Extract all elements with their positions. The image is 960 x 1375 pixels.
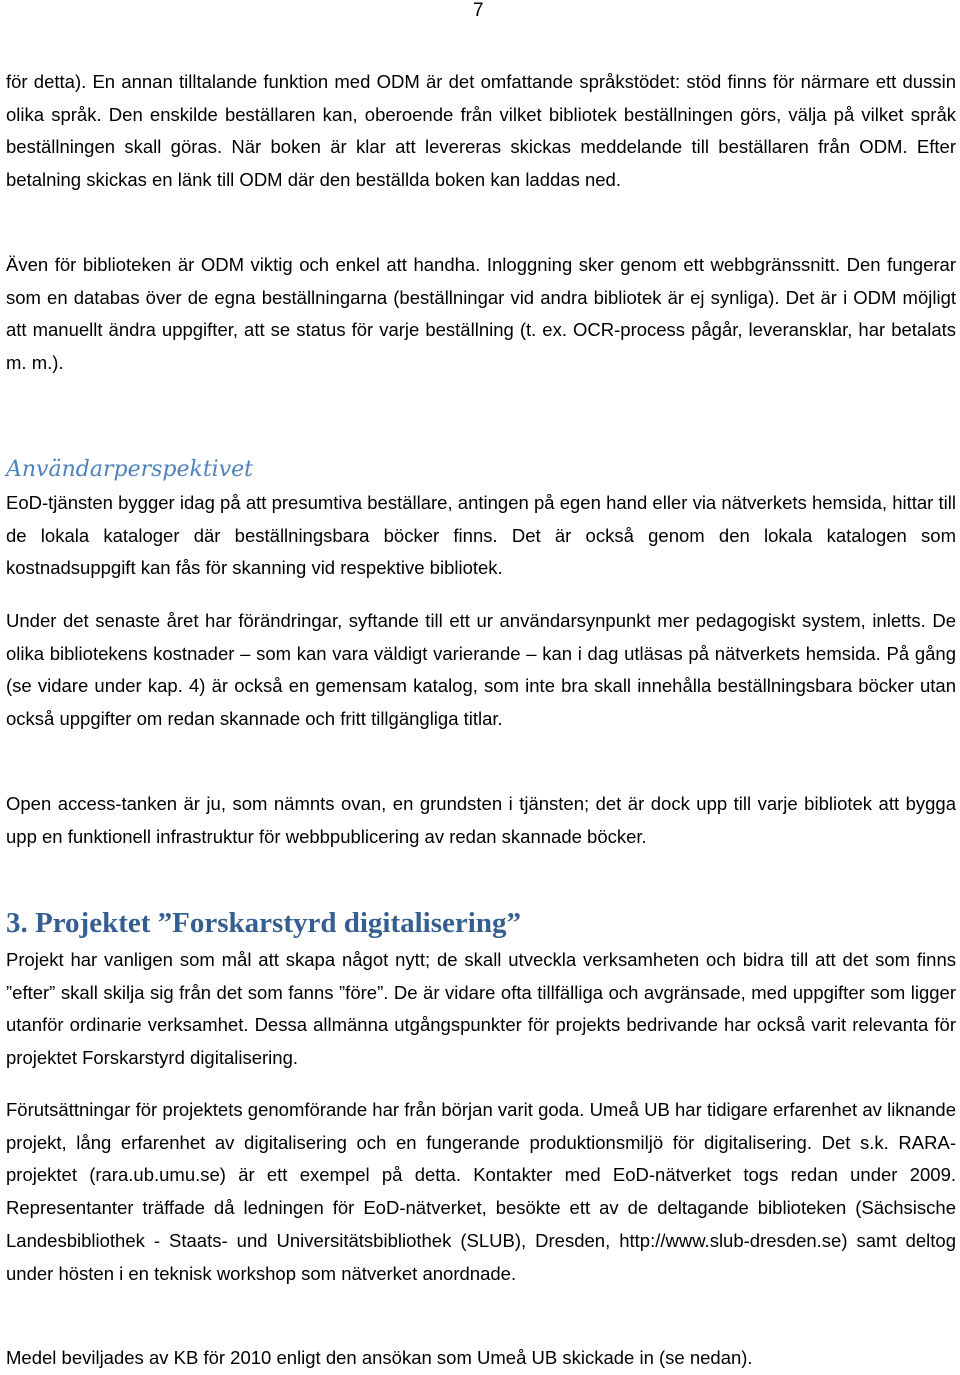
paragraph-odm-language-support: för detta). En annan tilltalande funktion med ODM är det omfattande språkstödet: stöd finns för närmare ett dussin olika språk. Den enskilde beställaren kan, oberoende från vilket bibliotek beställningen görs, välja på vilket språk beställningen skall göras. När boken är klar att levereras skickas meddelande till beställaren från ODM. Efter betalning skickas en länk till ODM där den beställda boken kan laddas ned.: [6, 71, 956, 191]
paragraph-recent-changes: Under det senaste året har förändringar, syftande till ett ur användarsynpunkt mer pedagogiskt system, inletts. De olika bibliotekens kostnader – som kan vara väldigt varierande – kan i dag utläsas på nätverkets hemsida. På gång (se vidare under kap. 4) är också en gemensam katalog, som inte bra skall innehålla beställningsbara böcker utan också uppgifter om redan skannade och fritt tillgängliga titlar.: [6, 610, 956, 730]
heading-user-perspective: Användarperspektivet: [6, 457, 253, 482]
page-number: 7: [473, 0, 484, 21]
paragraph-odm-libraries: Även för biblioteken är ODM viktig och enkel att handha. Inloggning sker genom ett webbgränssnitt. Den fungerar som en databas över de egna beställningarna (beställningar vid andra bibliotek är ej synliga). Det är i ODM möjligt att manuellt ändra uppgifter, att se status för varje beställning (t. ex. OCR-process pågår, leveransklar, har betalats m. m.).: [6, 254, 956, 374]
paragraph-eod-service: EoD-tjänsten bygger idag på att presumtiva beställare, antingen på egen hand eller via nätverkets hemsida, hittar till de lokala kataloger där beställningsbara böcker finns. Det är också genom den lokala katalogen som kostnadsuppgift kan fås för skanning vid respektive bibliotek.: [6, 492, 956, 579]
paragraph-open-access: Open access-tanken är ju, som nämnts ovan, en grundsten i tjänsten; det är dock upp till varje bibliotek att bygga upp en funktionell infrastruktur för webbpublicering av redan skannade böcker.: [6, 793, 956, 847]
paragraph-prerequisites: Förutsättningar för projektets genomförande har från början varit goda. Umeå UB har tidigare erfarenhet av liknande projekt, lång erfarenhet av digitalisering och en fungerande produktionsmiljö för digitalisering. Det s.k. RARA-projektet (rara.ub.umu.se) är ett exempel på detta. Kontakter med EoD-nätverket togs redan under 2009. Representanter träffade då ledningen för EoD-nätverket, besökte ett av de deltagande biblioteken (Sächsische Landesbibliothek - Staats- und Universitätsbibliothek (SLUB), Dresden, http://www.slub-dresden.se) samt deltog under hösten i en teknisk workshop som nätverket anordnade.: [6, 1099, 956, 1284]
paragraph-project-goals: Projekt har vanligen som mål att skapa något nytt; de skall utveckla verksamheten och bidra till att det som finns ”efter” skall skilja sig från det som fanns ”före”. De är vidare ofta tillfälliga och avgränsade, med uppgifter som ligger utanför ordinarie verksamhet. Dessa allmänna utgångspunkter för projekts bedrivande har också varit relevanta för projektet Forskarstyrd digitalisering.: [6, 949, 956, 1069]
heading-chapter-3: 3. Projektet ”Forskarstyrd digitalisering”: [6, 907, 521, 939]
paragraph-funding: Medel beviljades av KB för 2010 enligt den ansökan som Umeå UB skickade in (se nedan).: [6, 1347, 753, 1368]
